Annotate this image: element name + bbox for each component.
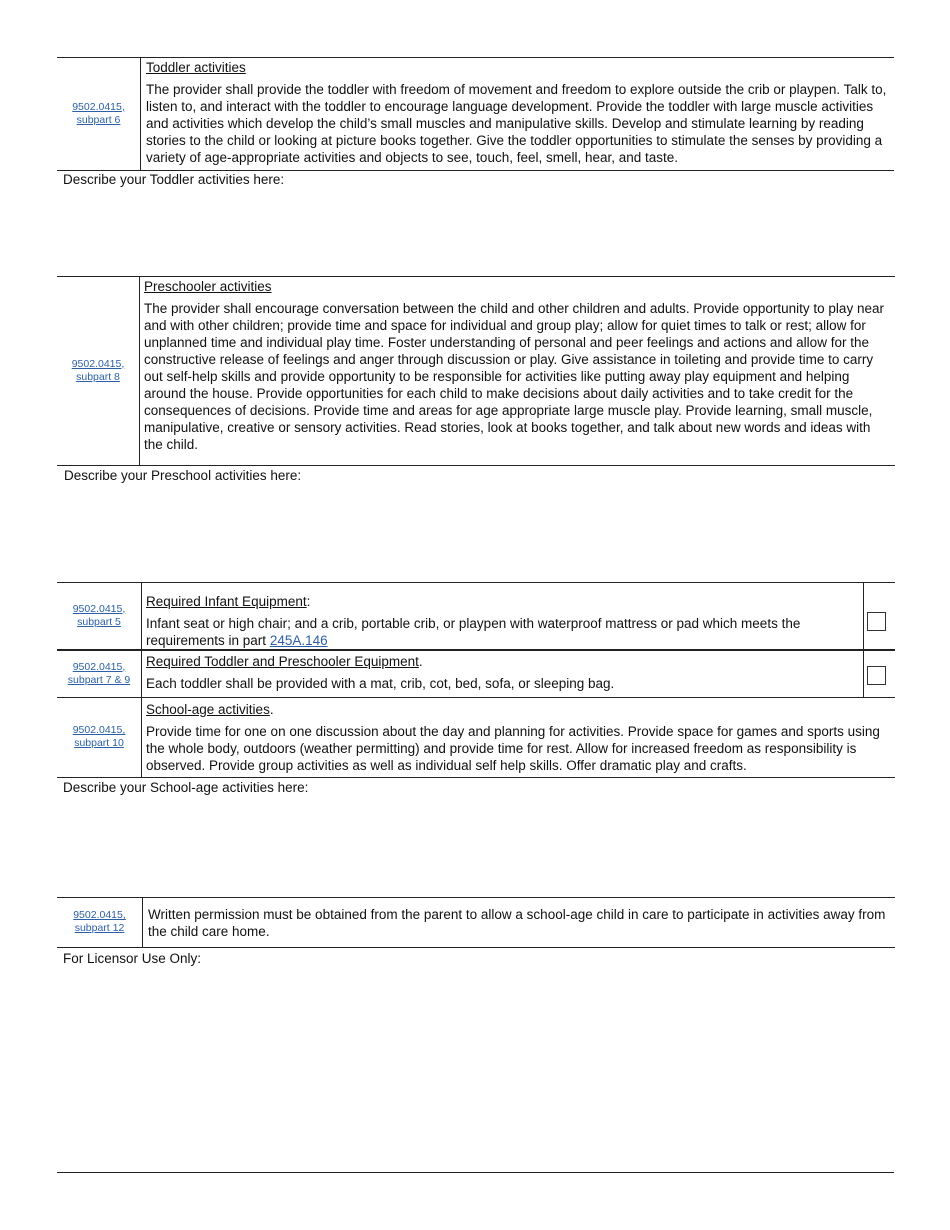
licensor-use-label: For Licensor Use Only: bbox=[63, 951, 202, 966]
preschool-activities-prompt: Describe your Preschool activities here: bbox=[64, 468, 302, 483]
toddler-activities-response-area[interactable] bbox=[57, 190, 894, 270]
rule-link[interactable]: subpart 7 & 9 bbox=[67, 673, 131, 686]
rule-link[interactable]: 9502.0415, bbox=[71, 357, 125, 370]
rule-link[interactable]: subpart 5 bbox=[77, 615, 121, 628]
body-text: Infant seat or high chair; and a crib, portable crib, or playpen with waterproof mattress or pad which meets the requirements in part bbox=[146, 616, 801, 648]
section-body bbox=[146, 615, 858, 649]
toddler-activities-prompt: Describe your Toddler activities here: bbox=[63, 172, 285, 187]
section-title: School-age activities bbox=[146, 702, 270, 717]
rule-link[interactable]: 9502.0415, bbox=[72, 724, 126, 736]
title-punctuation: . bbox=[418, 654, 423, 669]
rule-link[interactable]: subpart 6 bbox=[76, 113, 121, 126]
rule-reference-school-age bbox=[57, 697, 141, 777]
rule-link[interactable]: 9502.0415, bbox=[73, 909, 126, 921]
rule-link[interactable]: subpart 10 bbox=[74, 737, 124, 749]
section-title: Toddler activities bbox=[146, 60, 246, 75]
rule-link[interactable]: 9502.0415, bbox=[72, 602, 126, 615]
written-permission-text: Written permission must be obtained from the parent to allow a school-age child in care to participate in activities away from the child care home. bbox=[148, 907, 886, 939]
rule-reference-toddler bbox=[57, 57, 140, 170]
rule-reference-toddler-equipment bbox=[57, 650, 141, 697]
school-age-activities-prompt: Describe your School-age activities here: bbox=[63, 780, 309, 795]
section-body: Provide time for one on one discussion about the day and planning for activities. Provide space for games and sports using the whole body, outdoors (weather permitting) and provide time for rest. Allow for increased freedom as responsibility is observed. Provide group activities as well as individual self help skills. Offer dramatic play and crafts. bbox=[146, 724, 880, 773]
section-body: The provider shall provide the toddler with freedom of movement and freedom to explore outside the crib or playpen. Talk to, listen to, and interact with the toddler to encourage language development. Provide the toddler with large muscle activities and activities which develop the child’s small muscles and manipulative skills. Develop and stimulate learning by reading stories to the child or looking at picture books together. Give the toddler opportunities to stimulate the senses by providing a variety of age-appropriate activities and objects to see, touch, feel, smell, hear, and taste. bbox=[146, 82, 887, 165]
rule-link[interactable]: 9502.0415, bbox=[72, 100, 125, 113]
infant-equipment-checkbox[interactable] bbox=[867, 612, 886, 631]
section-title: Preschooler activities bbox=[144, 279, 272, 294]
school-age-activities-section bbox=[146, 702, 886, 774]
infant-equipment-section bbox=[146, 594, 858, 649]
preschool-activities-section bbox=[144, 279, 890, 453]
section-body: Each toddler shall be provided with a mat, crib, cot, bed, sofa, or sleeping bag. bbox=[146, 676, 615, 691]
rule-link[interactable]: subpart 8 bbox=[76, 370, 120, 383]
rule-link[interactable]: subpart 12 bbox=[74, 922, 125, 934]
toddler-activities-section bbox=[146, 60, 888, 166]
rule-reference-infant-equipment bbox=[57, 582, 141, 649]
toddler-equipment-section bbox=[146, 654, 858, 692]
section-body: The provider shall encourage conversation between the child and other children and adults. Provide opportunity to play near and with other children; provide time and space for individual and group play; allow for quiet times to talk or rest; allow for unplanned time and individual play time. Foster understanding of personal and peer feelings and actions and allow for the constructive release of feelings and anger through discussion or play. Give assistance in toileting and provide time to carry out self-help skills and provide opportunity to be responsible for activities like putting away play equipment and helping around the house. Provide opportunities for each child to make decisions about daily activities and to take credit for the consequences of decisions. Provide time and areas for age appropriate large muscle play. Provide learning, small muscle, manipulative, creative or sensory activities. Read stories, look at books together, and talk about new words and ideas with the child. bbox=[144, 301, 884, 452]
rule-link[interactable]: 9502.0415, bbox=[72, 660, 126, 673]
preschool-activities-response-area[interactable] bbox=[57, 486, 895, 576]
school-age-activities-response-area[interactable] bbox=[57, 798, 895, 890]
licensor-use-area[interactable] bbox=[57, 970, 894, 1165]
rule-reference-permission bbox=[57, 897, 142, 947]
statute-link[interactable]: 245A.146 bbox=[269, 633, 328, 648]
section-title: Required Toddler and Preschooler Equipment bbox=[146, 654, 419, 669]
title-punctuation: : bbox=[306, 594, 311, 609]
section-title: Required Infant Equipment bbox=[146, 594, 307, 609]
rule-reference-preschool bbox=[57, 276, 139, 465]
title-punctuation: . bbox=[269, 702, 274, 717]
toddler-equipment-checkbox[interactable] bbox=[867, 666, 886, 685]
